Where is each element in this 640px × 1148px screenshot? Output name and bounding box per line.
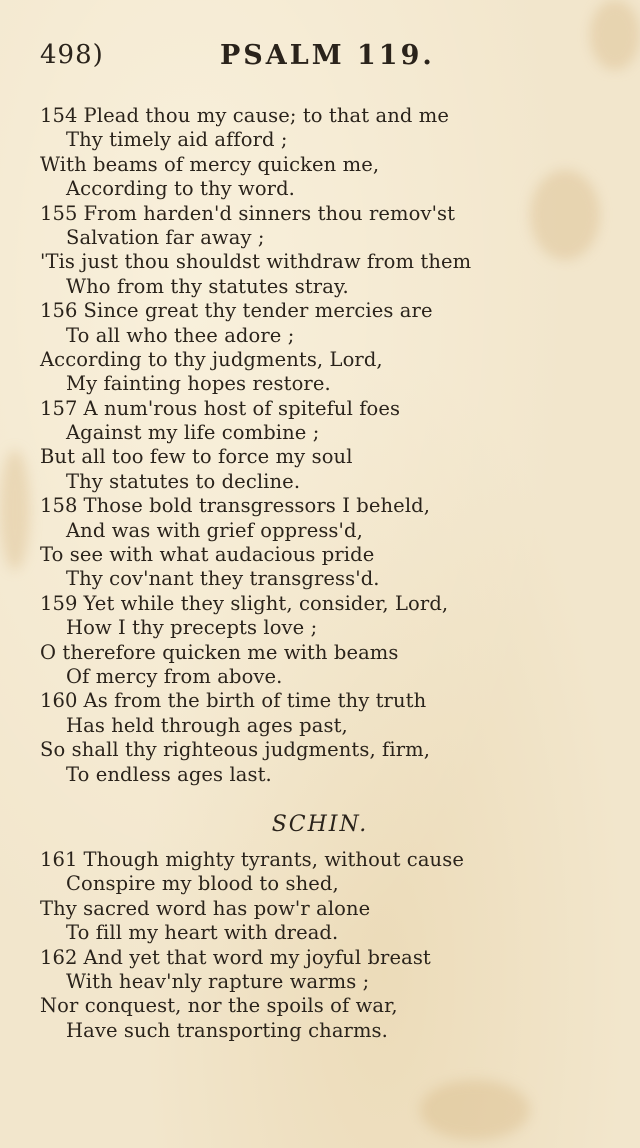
verse-line	[40, 128, 600, 152]
verse-text: Since great thy tender mercies are	[83, 299, 433, 323]
paper-stain	[0, 450, 30, 570]
verse-text: Nor conquest, nor the spoils of war,	[40, 994, 398, 1018]
verse-text: How I thy precepts love ;	[66, 616, 318, 640]
verse-text: Has held through ages past,	[66, 713, 348, 737]
verse-text: Thy cov'nant they transgress'd.	[66, 567, 380, 591]
page-header	[40, 40, 600, 80]
verse-line	[40, 970, 600, 994]
verse-line	[40, 421, 600, 445]
verse-number: 162	[40, 945, 78, 969]
verse-text: But all too few to force my soul	[40, 445, 353, 469]
verse-text: Who from thy statutes stray.	[66, 274, 349, 298]
verse-text: Against my life combine ;	[66, 421, 320, 445]
verse-text: To see with what audacious pride	[40, 543, 375, 567]
verse-number: 160	[40, 689, 78, 713]
verse-number: 156	[40, 299, 78, 323]
verse-line	[40, 275, 600, 299]
verse-text: Thy timely aid afford ;	[66, 128, 288, 152]
verse-text: Conspire my blood to shed,	[66, 872, 339, 896]
verse-line	[40, 946, 600, 970]
verse-text: 'Tis just thou shouldst withdraw from them	[40, 250, 472, 274]
verse-text: Though mighty tyrants, without cause	[83, 848, 464, 871]
verse-line	[40, 665, 600, 689]
verse-number: 159	[40, 591, 78, 615]
verse-line	[40, 153, 600, 177]
verse-line	[40, 714, 600, 738]
verse-line	[40, 445, 600, 469]
verse-text: Salvation far away ;	[66, 225, 265, 249]
verse-line	[40, 372, 600, 396]
running-title: PSALM 119.	[220, 40, 435, 71]
verse-line	[40, 689, 600, 713]
verse-line	[40, 897, 600, 921]
verse-text: Have such transporting charms.	[66, 1018, 388, 1042]
verse-line	[40, 641, 600, 665]
verse-line	[40, 104, 600, 128]
verse-number: 157	[40, 396, 78, 420]
verse-text: With beams of mercy quicken me,	[40, 152, 380, 176]
verse-number: 154	[40, 104, 78, 127]
verse-text: According to thy judgments, Lord,	[40, 347, 383, 371]
verse-text: From harden'd sinners thou remov'st	[83, 201, 456, 225]
verse-text: To all who thee adore ;	[66, 323, 295, 347]
verse-line	[40, 763, 600, 787]
verse-text: To fill my heart with dread.	[66, 921, 339, 945]
verse-line	[40, 592, 600, 616]
verse-text: Thy sacred word has pow'r alone	[40, 896, 371, 920]
verse-line	[40, 872, 600, 896]
verse-line	[40, 494, 600, 518]
psalm-verses-part-1	[40, 104, 600, 787]
section-heading: SCHIN.	[271, 812, 369, 837]
verse-text: And yet that word my joyful breast	[83, 945, 431, 969]
verse-text: Thy statutes to decline.	[66, 469, 301, 493]
verse-line	[40, 397, 600, 421]
verse-line	[40, 616, 600, 640]
verse-text: And was with grief oppress'd,	[66, 518, 363, 542]
verse-text: Plead thou my cause; to that and me	[83, 104, 449, 127]
verse-text: With heav'nly rapture warms ;	[66, 969, 370, 993]
psalm-verses-part-2	[40, 848, 600, 1043]
verse-line	[40, 567, 600, 591]
verse-line	[40, 226, 600, 250]
page-number: 498)	[40, 40, 104, 70]
verse-line	[40, 738, 600, 762]
verse-text: Yet while they slight, consider, Lord,	[83, 591, 449, 615]
verse-text: So shall thy righteous judgments, firm,	[40, 738, 431, 762]
verse-line	[40, 994, 600, 1018]
verse-line	[40, 348, 600, 372]
verse-text: My fainting hopes restore.	[66, 372, 331, 396]
paper-stain	[420, 1080, 530, 1140]
verse-text: O therefore quicken me with beams	[40, 640, 399, 664]
verse-text: As from the birth of time thy truth	[83, 689, 427, 713]
verse-text: According to thy word.	[66, 177, 295, 201]
verse-number: 155	[40, 201, 78, 225]
verse-number: 158	[40, 494, 78, 518]
verse-line	[40, 202, 600, 226]
verse-text: Those bold transgressors I beheld,	[83, 494, 431, 518]
verse-line	[40, 470, 600, 494]
verse-line	[40, 519, 600, 543]
verse-line	[40, 250, 600, 274]
verse-line	[40, 921, 600, 945]
verse-line	[40, 848, 600, 872]
verse-line	[40, 299, 600, 323]
verse-line	[40, 543, 600, 567]
verse-text: A num'rous host of spiteful foes	[83, 396, 401, 420]
verse-number: 161	[40, 848, 78, 871]
verse-text: To endless ages last.	[66, 762, 272, 786]
verse-line	[40, 1019, 600, 1043]
verse-line	[40, 177, 600, 201]
verse-text: Of mercy from above.	[66, 664, 283, 688]
verse-line	[40, 324, 600, 348]
